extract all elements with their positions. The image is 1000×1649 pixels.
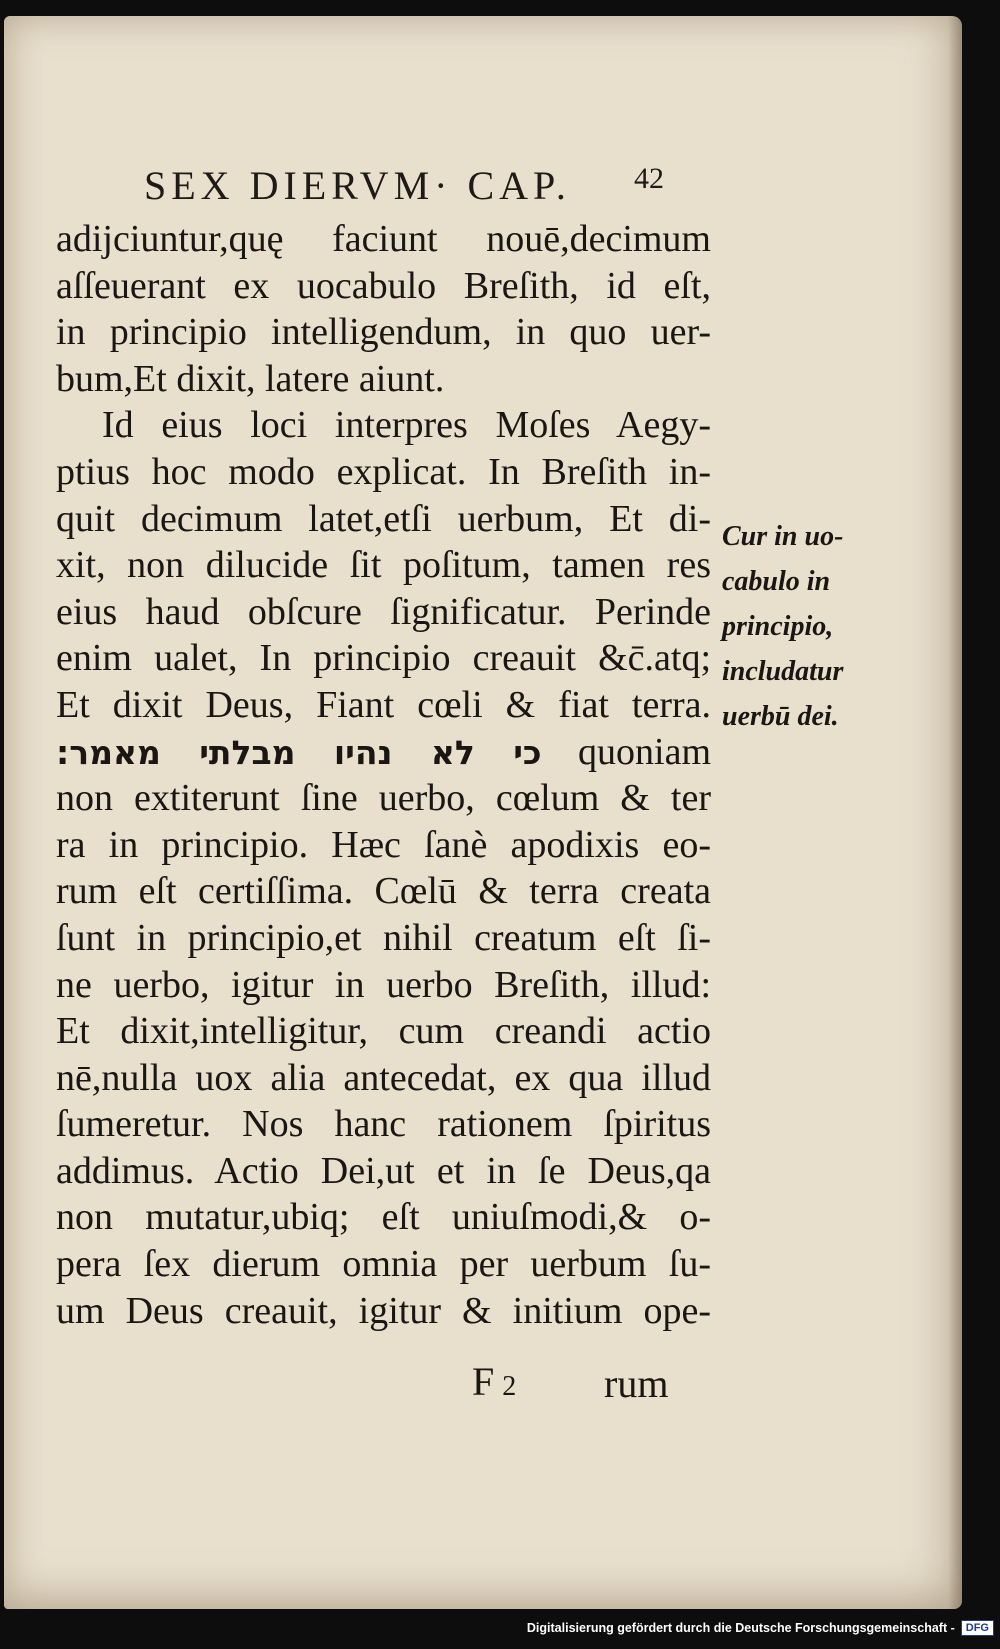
text-line: ſumeretur. Nos hanc rationem ſpiritus [56,1103,711,1146]
text-line: ra in principio. Hæc ſanè apodixis eo- [56,823,711,866]
text-line: ſunt in principio,et nihil creatum eſt ſi- [56,916,711,959]
text-line: eius haud obſcure ſignificatur. Perinde [56,590,711,633]
text-line: non mutatur,ubiq; eſt uniuſmodi,& o- [56,1196,711,1239]
marginal-line: includatur [722,656,844,687]
text-line: ptius hoc modo explicat. In Breſith in- [56,450,711,493]
text-line: non extiterunt ſine uerbo, cœlum & ter [56,777,711,820]
page-number: 42 [634,162,664,195]
text-line: nē,nulla uox alia antecedat, ex qua illud [56,1056,711,1099]
signature-letter: F [472,1359,495,1404]
marginal-line: Cur in uo- [722,521,844,552]
text-line: adijciuntur,quę faciunt nouē,decimum [56,218,711,260]
text-line: aſſeuerant ex uocabulo Breſith, id eſt, [56,264,711,307]
text-line: addimus. Actio Dei,ut et in ſe Deus,qa [56,1149,711,1192]
digitization-credit [527,1617,994,1639]
dfg-logo: DFG [961,1620,994,1636]
text-line: rum eſt certiſſima. Cœlū & terra creata [56,870,711,913]
signature-mark [472,1358,516,1405]
text-line: ne uerbo, igitur in uerbo Breſith, illud: [56,963,711,1006]
marginal-line: uerbū dei. [722,701,839,732]
marginal-line: principio, [722,611,834,642]
credit-text: Digitalisierung gefördert durch die Deutsche Forschungsgemeinschaft - [526,1621,955,1635]
text-line: Et dixit,intelligitur, cum creandi actio [56,1010,711,1053]
text-line: Et dixit Deus, Fiant cœli & fiat terra. [56,683,711,726]
text-line-latin: quoniam [578,730,711,773]
marginal-line: cabulo in [722,566,831,597]
running-head [144,154,664,214]
running-head-title: SEX DIERVM· CAP. [144,163,571,208]
catchword: rum [604,1361,669,1406]
text-line: xit, non dilucide ſit poſitum, tamen res [56,544,711,587]
text-line: pera ſex dierum omnia per uerbum ſu- [56,1243,711,1286]
text-line: quit decimum latet,etſi uerbum, Et di- [56,497,711,540]
book-page [4,16,962,1609]
marginal-note [722,514,892,739]
text-line: um Deus creauit, igitur & initium ope- [56,1289,711,1332]
text-line: Id eius loci interpres Moſes Aegy- [102,404,711,447]
text-line: in principio intelligendum, in quo uer- [56,311,711,354]
text-line: enim ualet, In principio creauit &c̄.atq; [56,637,711,680]
text-line: bum,Et dixit, latere aiunt. [56,357,445,400]
signature-number: 2 [502,1371,517,1402]
hebrew-phrase: כי לא נהיו מבלתי מאמר: [56,732,542,772]
hebrew-line [56,729,711,776]
body-text [56,216,711,1334]
